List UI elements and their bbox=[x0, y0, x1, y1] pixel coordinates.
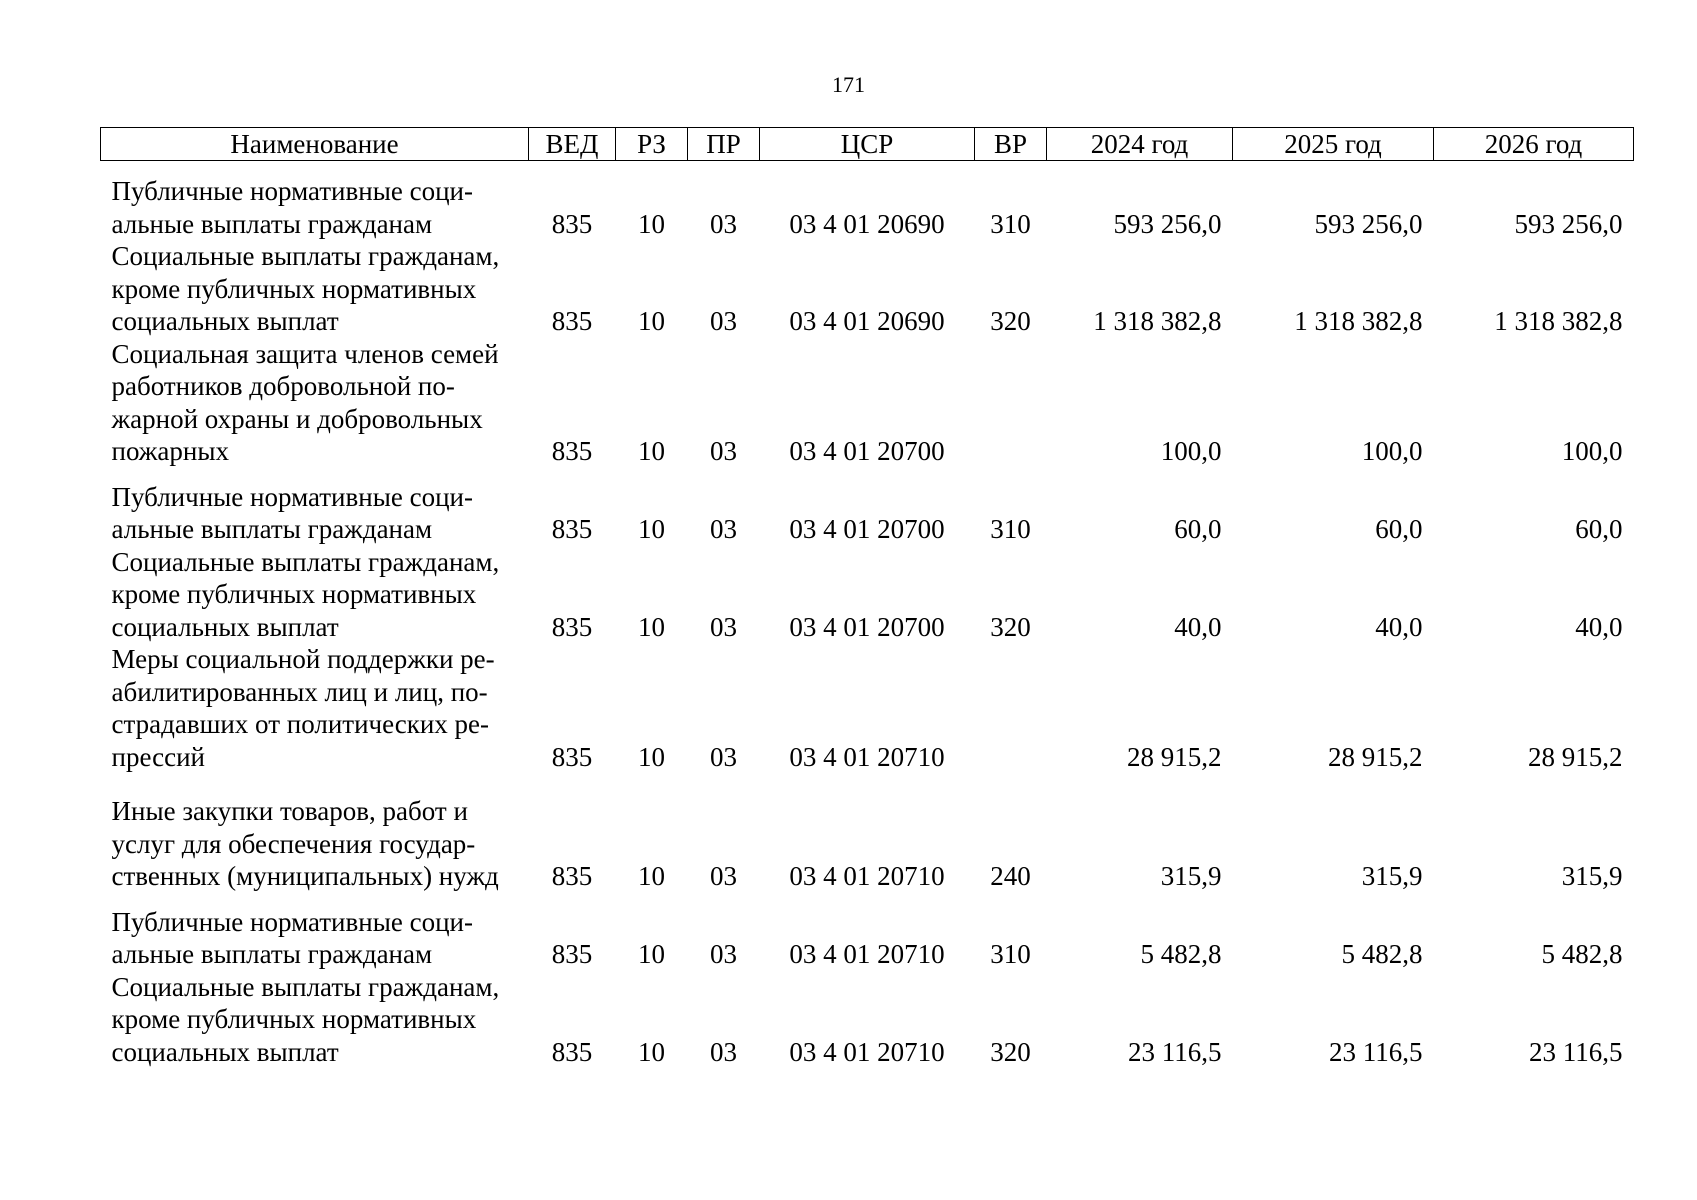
row-amount-2026: 28 915,2 bbox=[1528, 741, 1623, 772]
budget-table bbox=[100, 127, 1634, 1068]
row-pr: 03 bbox=[710, 741, 737, 772]
row-vr bbox=[975, 643, 1047, 773]
row-ved: 835 bbox=[551, 306, 593, 336]
row-name-line: Социальные выплаты гражданам, bbox=[111, 971, 500, 1002]
row-ved: 835 bbox=[551, 514, 593, 544]
row-vr: 310 bbox=[990, 939, 1031, 969]
row-rz: 10 bbox=[638, 514, 665, 544]
row-amount-2024: 23 116,5 bbox=[1128, 1036, 1222, 1067]
row-pr: 03 bbox=[710, 611, 737, 642]
row-amount-2026: 100,0 bbox=[1561, 436, 1623, 466]
row-pr: 03 bbox=[710, 939, 737, 969]
row-rz: 10 bbox=[638, 436, 665, 466]
row-name bbox=[101, 971, 529, 1069]
row-name bbox=[101, 161, 529, 241]
page-number: 171 bbox=[832, 72, 865, 97]
row-name-line: Социальные выплаты гражданам, bbox=[111, 241, 500, 271]
row-amount-2026: 1 318 382,8 bbox=[1494, 306, 1623, 336]
row-name-line: кроме публичных нормативных bbox=[111, 579, 477, 609]
row-amount-2024: 593 256,0 bbox=[1113, 208, 1222, 239]
row-pr: 03 bbox=[710, 208, 737, 239]
row-name bbox=[101, 240, 529, 338]
row-name-line: Публичные нормативные соци- bbox=[111, 906, 473, 937]
row-name-line: социальных выплат bbox=[111, 1036, 339, 1067]
row-amount-2026: 40,0 bbox=[1575, 611, 1623, 642]
row-amount-2024: 28 915,2 bbox=[1127, 741, 1222, 772]
row-name-line: ственных (муниципальных) нужд bbox=[111, 861, 499, 891]
table-row bbox=[101, 546, 1634, 644]
row-amount-2026: 60,0 bbox=[1575, 514, 1623, 544]
row-amount-2025: 40,0 bbox=[1375, 611, 1423, 642]
row-name-line: абилитированных лиц и лиц, по- bbox=[111, 676, 488, 707]
row-ved: 835 bbox=[551, 436, 593, 466]
row-name-line: Публичные нормативные соци- bbox=[111, 176, 473, 206]
row-amount-2025: 315,9 bbox=[1361, 861, 1423, 891]
table-row bbox=[101, 893, 1634, 971]
row-amount-2025: 100,0 bbox=[1361, 436, 1423, 466]
header-year-2025: 2025 год bbox=[1233, 128, 1434, 161]
row-rz: 10 bbox=[638, 306, 665, 336]
row-name-line: кроме публичных нормативных bbox=[111, 273, 477, 304]
table-row bbox=[101, 161, 1634, 241]
row-name-line: Меры социальной поддержки ре- bbox=[111, 644, 495, 674]
header-year-2024: 2024 год bbox=[1047, 128, 1233, 161]
row-vr bbox=[975, 338, 1047, 468]
row-name bbox=[101, 338, 529, 468]
row-name bbox=[101, 893, 529, 971]
row-rz: 10 bbox=[638, 741, 665, 772]
table-row bbox=[101, 240, 1634, 338]
row-amount-2024: 5 482,8 bbox=[1140, 939, 1222, 969]
row-csr: 03 4 01 20710 bbox=[789, 939, 945, 969]
row-rz: 10 bbox=[638, 611, 665, 642]
row-amount-2024: 40,0 bbox=[1174, 611, 1222, 642]
row-name-line: пожарных bbox=[111, 436, 230, 466]
row-csr: 03 4 01 20710 bbox=[789, 741, 945, 772]
table-row bbox=[101, 773, 1634, 893]
row-rz: 10 bbox=[638, 1036, 665, 1067]
header-name: Наименование bbox=[101, 128, 529, 161]
row-name-line: социальных выплат bbox=[111, 306, 339, 336]
row-amount-2026: 315,9 bbox=[1561, 861, 1623, 891]
row-name-line: Иные закупки товаров, работ и bbox=[111, 796, 468, 826]
table-row bbox=[101, 643, 1634, 773]
row-ved: 835 bbox=[551, 861, 593, 891]
row-vr: 240 bbox=[990, 861, 1031, 891]
row-amount-2026: 593 256,0 bbox=[1514, 208, 1623, 239]
row-csr: 03 4 01 20710 bbox=[789, 861, 945, 891]
row-amount-2025: 1 318 382,8 bbox=[1294, 306, 1423, 336]
row-vr: 320 bbox=[990, 1036, 1031, 1067]
header-vr: ВР bbox=[975, 128, 1047, 161]
table-body bbox=[101, 161, 1634, 1069]
table-row bbox=[101, 338, 1634, 468]
row-name-line: страдавших от политических ре- bbox=[111, 709, 490, 739]
header-csr: ЦСР bbox=[760, 128, 975, 161]
row-csr: 03 4 01 20700 bbox=[789, 611, 945, 642]
row-amount-2025: 60,0 bbox=[1375, 514, 1423, 544]
row-name-line: Публичные нормативные соци- bbox=[111, 481, 473, 512]
header-ved: ВЕД bbox=[529, 128, 616, 161]
row-name-line: услуг для обеспечения государ- bbox=[111, 828, 476, 859]
row-ved: 835 bbox=[551, 611, 593, 642]
table-row bbox=[101, 468, 1634, 546]
row-csr: 03 4 01 20690 bbox=[789, 208, 945, 239]
row-rz: 10 bbox=[638, 939, 665, 969]
row-amount-2025: 5 482,8 bbox=[1341, 939, 1423, 969]
row-name bbox=[101, 773, 529, 893]
row-csr: 03 4 01 20690 bbox=[789, 306, 945, 336]
row-vr: 320 bbox=[990, 611, 1031, 642]
row-csr: 03 4 01 20710 bbox=[789, 1036, 945, 1067]
row-name-line: социальных выплат bbox=[111, 611, 339, 642]
row-ved: 835 bbox=[551, 939, 593, 969]
table-header bbox=[101, 128, 1634, 161]
row-rz: 10 bbox=[638, 861, 665, 891]
row-name-line: альные выплаты гражданам bbox=[111, 939, 433, 969]
row-vr: 310 bbox=[990, 208, 1031, 239]
row-name-line: работников добровольной по- bbox=[111, 371, 455, 401]
row-amount-2026: 5 482,8 bbox=[1541, 939, 1623, 969]
row-vr: 320 bbox=[990, 306, 1031, 336]
row-pr: 03 bbox=[710, 306, 737, 336]
row-ved: 835 bbox=[551, 741, 593, 772]
row-ved: 835 bbox=[551, 1036, 593, 1067]
row-rz: 10 bbox=[638, 208, 665, 239]
header-rz: РЗ bbox=[616, 128, 688, 161]
row-name-line: прессий bbox=[111, 741, 205, 772]
row-amount-2024: 100,0 bbox=[1160, 436, 1222, 466]
row-pr: 03 bbox=[710, 861, 737, 891]
row-name-line: Социальная защита членов семей bbox=[111, 338, 499, 369]
row-amount-2024: 1 318 382,8 bbox=[1093, 306, 1222, 336]
row-pr: 03 bbox=[710, 1036, 737, 1067]
row-name-line: альные выплаты гражданам bbox=[111, 208, 433, 239]
row-amount-2026: 23 116,5 bbox=[1529, 1036, 1623, 1067]
row-name bbox=[101, 546, 529, 644]
row-name-line: Социальные выплаты гражданам, bbox=[111, 546, 500, 577]
header-year-2026: 2026 год bbox=[1434, 128, 1634, 161]
row-name-line: кроме публичных нормативных bbox=[111, 1004, 477, 1034]
header-row bbox=[101, 128, 1634, 161]
row-name bbox=[101, 643, 529, 773]
row-name bbox=[101, 468, 529, 546]
row-pr: 03 bbox=[710, 514, 737, 544]
row-csr: 03 4 01 20700 bbox=[789, 514, 945, 544]
row-vr: 310 bbox=[990, 514, 1031, 544]
row-amount-2025: 23 116,5 bbox=[1329, 1036, 1423, 1067]
header-pr: ПР bbox=[688, 128, 760, 161]
row-ved: 835 bbox=[551, 208, 593, 239]
row-amount-2025: 28 915,2 bbox=[1328, 741, 1423, 772]
row-pr: 03 bbox=[710, 436, 737, 466]
row-name-line: жарной охраны и добровольных bbox=[111, 403, 483, 434]
table-row bbox=[101, 971, 1634, 1069]
row-amount-2024: 315,9 bbox=[1160, 861, 1222, 891]
row-amount-2024: 60,0 bbox=[1174, 514, 1222, 544]
row-name-line: альные выплаты гражданам bbox=[111, 514, 433, 544]
row-amount-2025: 593 256,0 bbox=[1314, 208, 1423, 239]
row-csr: 03 4 01 20700 bbox=[789, 436, 945, 466]
